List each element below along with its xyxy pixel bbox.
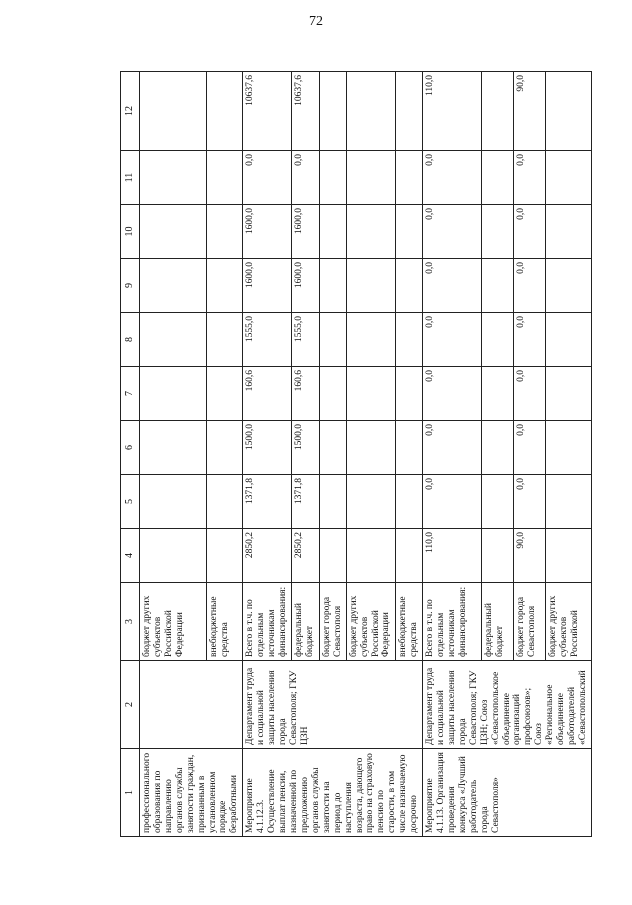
amount-cell: 1600,0 [292,259,319,313]
funding-source-cell: Всего в т.ч. по отдельным источникам финансирования: [243,583,292,661]
header-cell: 7 [121,367,140,421]
amount-cell: 0,0 [423,151,482,205]
executor-cell: Департамент труда и социальной защиты населения города Севастополя; ГКУ ЦЗН [243,661,423,749]
amount-cell [206,475,243,529]
header-cell: 5 [121,475,140,529]
amount-cell: 0,0 [514,421,546,475]
amount-cell [395,259,422,313]
funding-source-cell: внебюджетные средства [395,583,422,661]
header-cell: 10 [121,205,140,259]
amount-cell: 0,0 [423,259,482,313]
amount-cell: 0,0 [423,205,482,259]
amount-cell [346,529,395,583]
amount-cell [319,205,346,259]
amount-cell: 1371,8 [292,475,319,529]
header-cell: 1 [121,749,140,837]
amount-cell: 0,0 [423,421,482,475]
amount-cell [546,475,592,529]
amount-cell [481,205,513,259]
funding-source-cell: Всего в т.ч. по отдельным источникам финансирования: [423,583,482,661]
funding-source-cell: бюджет других субъектов Российской [546,583,592,661]
amount-cell [346,205,395,259]
header-cell: 11 [121,151,140,205]
amount-cell: 2850,2 [292,529,319,583]
funding-source-cell: бюджет города Севастополя [514,583,546,661]
measure-name-cell: профессионального образования по направлению органов службы занятости граждан, признанным в установленном порядке безработными [140,749,243,837]
measure-name-cell: Мероприятие 4.1.12.3. Осуществление выплат пенсии, назначенной по предложению органов службы занятости на период до наступления возраста, дающего право на страховую пенсию по старости, в том числе назначаемую досрочно [243,749,423,837]
amount-cell [346,421,395,475]
amount-cell [546,313,592,367]
amount-cell [319,475,346,529]
amount-cell [206,313,243,367]
amount-cell [140,529,207,583]
amount-cell: 1371,8 [243,475,292,529]
amount-cell [140,475,207,529]
amount-cell: 90,0 [514,529,546,583]
amount-cell [206,151,243,205]
header-row [121,72,140,837]
amount-cell [206,205,243,259]
amount-cell [395,421,422,475]
amount-cell: 0,0 [514,151,546,205]
amount-cell: 160,6 [292,367,319,421]
amount-cell [481,151,513,205]
amount-cell [206,421,243,475]
budget-table [120,71,592,837]
amount-cell [319,151,346,205]
amount-cell: 160,6 [243,367,292,421]
amount-cell [546,529,592,583]
amount-cell: 90,0 [514,72,546,151]
amount-cell: 1555,0 [292,313,319,367]
table-row [423,72,482,837]
amount-cell [319,313,346,367]
amount-cell: 1555,0 [243,313,292,367]
executor-cell: Департамент труда и социальной защиты населения города Севастополя; ГКУ ЦЗН; Союз «Севастопольское объединение организаций профсоюзов»; Союз «Региональное объединение работодателей «Севастопольский [423,661,592,749]
amount-cell [319,529,346,583]
funding-source-cell: федеральный бюджет [292,583,319,661]
amount-cell [140,313,207,367]
amount-cell: 0,0 [514,259,546,313]
amount-cell [140,72,207,151]
amount-cell [395,367,422,421]
amount-cell [481,72,513,151]
amount-cell: 10637,6 [292,72,319,151]
amount-cell [140,205,207,259]
funding-source-cell: бюджет других субъектов Российской Федерации [140,583,207,661]
amount-cell [140,259,207,313]
amount-cell [395,313,422,367]
amount-cell [481,421,513,475]
header-cell: 6 [121,421,140,475]
amount-cell [395,529,422,583]
table-row [243,72,292,837]
amount-cell: 10637,6 [243,72,292,151]
amount-cell [346,313,395,367]
amount-cell: 0,0 [423,367,482,421]
amount-cell [346,151,395,205]
amount-cell: 2850,2 [243,529,292,583]
page-number: 72 [309,14,323,29]
funding-source-cell: бюджет города Севастополя [319,583,346,661]
funding-source-cell: федеральный бюджет [481,583,513,661]
amount-cell: 1500,0 [292,421,319,475]
amount-cell: 110,0 [423,529,482,583]
amount-cell [546,259,592,313]
funding-source-cell: бюджет других субъектов Российской Федерации [346,583,395,661]
amount-cell [481,475,513,529]
rotated-table [120,72,588,837]
amount-cell [319,72,346,151]
amount-cell [546,72,592,151]
amount-cell [346,367,395,421]
amount-cell [395,72,422,151]
amount-cell [546,205,592,259]
amount-cell [346,475,395,529]
amount-cell: 0,0 [514,475,546,529]
amount-cell [319,421,346,475]
amount-cell: 0,0 [514,313,546,367]
amount-cell: 0,0 [514,205,546,259]
amount-cell [319,367,346,421]
amount-cell [140,421,207,475]
amount-cell: 1600,0 [243,205,292,259]
amount-cell [346,72,395,151]
amount-cell [546,151,592,205]
header-cell: 4 [121,529,140,583]
amount-cell [546,367,592,421]
amount-cell [395,475,422,529]
amount-cell: 0,0 [243,151,292,205]
amount-cell [206,367,243,421]
header-cell: 2 [121,661,140,749]
amount-cell: 0,0 [423,475,482,529]
amount-cell: 0,0 [514,367,546,421]
amount-cell [206,259,243,313]
amount-cell [319,259,346,313]
amount-cell [481,529,513,583]
header-cell: 12 [121,72,140,151]
amount-cell: 1500,0 [243,421,292,475]
amount-cell [546,421,592,475]
amount-cell [206,529,243,583]
funding-source-cell: внебюджетные средства [206,583,243,661]
header-cell: 9 [121,259,140,313]
measure-name-cell: Мероприятие 4.1.13. Организация проведения конкурса «Лучший работодатель города Севастополя» [423,749,592,837]
executor-cell [140,661,243,749]
amount-cell [395,205,422,259]
amount-cell [481,313,513,367]
table-row [140,72,207,837]
amount-cell: 110,0 [423,72,482,151]
amount-cell [140,151,207,205]
amount-cell [481,367,513,421]
amount-cell [395,151,422,205]
header-cell: 8 [121,313,140,367]
header-cell: 3 [121,583,140,661]
amount-cell [481,259,513,313]
amount-cell [140,367,207,421]
amount-cell [346,259,395,313]
amount-cell: 0,0 [423,313,482,367]
amount-cell [206,72,243,151]
amount-cell: 1600,0 [243,259,292,313]
amount-cell: 1600,0 [292,205,319,259]
amount-cell: 0,0 [292,151,319,205]
